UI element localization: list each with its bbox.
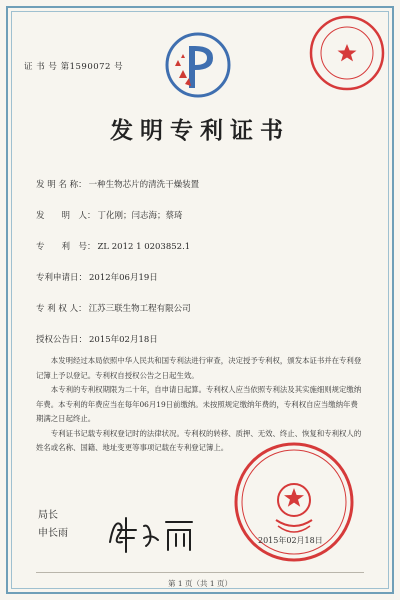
field-value: 丁化刚；闫志海；蔡琦 <box>97 211 183 221</box>
page-footer: 第 1 页（共 1 页） <box>167 579 233 588</box>
field-label: 专利申请日： <box>36 273 88 283</box>
field-patent-number <box>36 240 190 252</box>
field-inventors <box>36 209 183 221</box>
footer-divider <box>36 572 364 573</box>
field-value: 2015年02月18日 <box>89 335 158 345</box>
body-paragraph: 本发明经过本局依照中华人民共和国专利法进行审查，决定授予专利权，颁发本证书并在专利登记簿上予以登记。专利权自授权公告之日起生效。 <box>36 356 362 380</box>
agency-seal-icon <box>308 14 386 92</box>
field-label: 授权公告日： <box>36 335 88 345</box>
field-label: 专 利 权 人： <box>36 304 87 314</box>
certificate-number: 证 书 号 第1590072 号 <box>24 62 124 72</box>
signature-title-director: 局长 <box>38 510 58 521</box>
field-value: ZL 2012 1 0203852.1 <box>97 242 191 252</box>
field-value: 江苏三联生物工程有限公司 <box>88 304 191 314</box>
handwritten-signature-icon <box>104 512 200 556</box>
field-value: 一种生物芯片的清洗干燥装置 <box>88 180 200 190</box>
field-patentee <box>36 302 191 314</box>
document-title: 发明专利证书 <box>110 118 290 144</box>
field-label: 发 明 人： <box>36 211 96 221</box>
field-value: 2012年06月19日 <box>89 273 158 283</box>
field-invention-name <box>36 178 199 190</box>
field-label: 发 明 名 称： <box>36 180 87 190</box>
seal-date: 2015年02月18日 <box>258 536 323 545</box>
field-grant-date <box>36 333 158 345</box>
signature-title-name: 申长雨 <box>38 528 68 539</box>
body-paragraph: 专利证书记载专利权登记时的法律状况。专利权的转移、质押、无效、终止、恢复和专利权人的姓名或名称、国籍、地址变更等事项记载在专利登记簿上。 <box>36 428 362 452</box>
sipo-logo-icon <box>165 32 231 98</box>
body-paragraph: 本专利的专利权期限为二十年，自申请日起算。专利权人应当依照专利法及其实施细则规定缴纳年费。本专利的年费应当在每年06月19日前缴纳。未按照规定缴纳年费的，专利权自应当缴纳年费期满之日起终止。 <box>36 385 362 423</box>
field-application-date <box>36 271 158 283</box>
field-label: 专 利 号： <box>36 242 96 252</box>
